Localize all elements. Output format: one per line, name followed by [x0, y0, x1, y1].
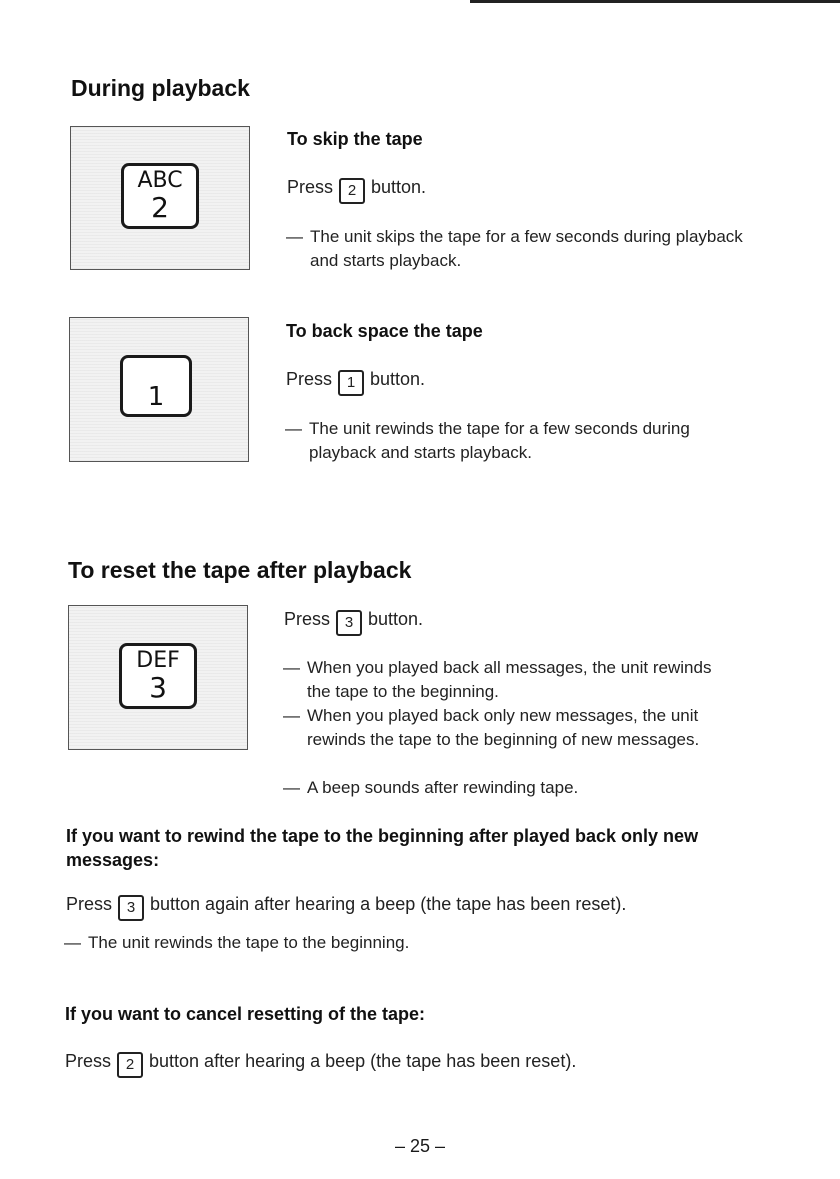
dash: — — [283, 658, 300, 677]
rewind-instruction — [66, 892, 626, 921]
key-digit: 2 — [151, 191, 169, 224]
key-illustration-backspace — [69, 317, 249, 462]
key-illustration-skip — [70, 126, 250, 270]
top-rule — [470, 0, 840, 3]
key-1-icon: 1 — [338, 370, 364, 396]
reset-instruction — [284, 607, 423, 636]
backspace-instruction — [286, 367, 425, 396]
dash: — — [283, 706, 300, 725]
button-label: button. — [370, 369, 426, 389]
dash: — — [286, 227, 303, 246]
reset-note-3 — [283, 776, 733, 800]
key-illustration-reset — [68, 605, 248, 750]
press-label: Press — [65, 1051, 112, 1071]
press-label: Press — [287, 177, 334, 197]
dash: — — [283, 778, 300, 797]
key-digit: 3 — [149, 671, 167, 704]
abc-2-key-icon — [121, 163, 199, 229]
backspace-note-text: The unit rewinds the tape for a few seconds during playback and starts playback. — [309, 419, 690, 462]
section-title-reset: To reset the tape after playback — [68, 557, 412, 583]
press-label: Press — [286, 369, 333, 389]
button-label: button after hearing a beep (the tape has been reset). — [149, 1051, 577, 1071]
reset-note-text: A beep sounds after rewinding tape. — [307, 778, 579, 797]
rewind-note-text: The unit rewinds the tape to the beginning. — [88, 933, 410, 952]
key-letters: ABC — [137, 168, 183, 193]
reset-note-1 — [283, 656, 733, 704]
page-number: – 25 – — [394, 1136, 446, 1156]
cancel-heading: If you want to cancel resetting of the tape: — [65, 1004, 426, 1024]
backspace-note — [285, 417, 705, 465]
dash: — — [285, 419, 302, 438]
button-label: button again after hearing a beep (the tape has been reset). — [150, 894, 627, 914]
reset-note-2 — [283, 704, 733, 752]
cancel-instruction — [65, 1049, 576, 1078]
backspace-heading: To back space the tape — [286, 321, 483, 341]
key-digit: 1 — [147, 382, 165, 412]
key-2-icon: 2 — [117, 1052, 143, 1078]
rewind-heading: If you want to rewind the tape to the beginning after played back only new messages: — [66, 826, 699, 870]
key-letters: DEF — [136, 648, 180, 673]
skip-note — [286, 225, 746, 273]
reset-note-text: When you played back all messages, the unit rewinds the tape to the beginning. — [307, 658, 712, 701]
def-3-key-icon — [119, 643, 197, 709]
key-1-large-icon — [120, 355, 192, 417]
press-label: Press — [284, 609, 331, 629]
skip-heading: To skip the tape — [287, 129, 423, 149]
skip-instruction — [287, 175, 426, 204]
key-3-icon: 3 — [118, 895, 144, 921]
key-2-icon: 2 — [339, 178, 365, 204]
dash: — — [64, 933, 81, 952]
button-label: button. — [368, 609, 424, 629]
button-label: button. — [371, 177, 427, 197]
reset-note-text: When you played back only new messages, the unit rewinds the tape to the beginning of new messages. — [307, 706, 700, 749]
press-label: Press — [66, 894, 113, 914]
key-3-icon: 3 — [336, 610, 362, 636]
section-title-during-playback: During playback — [71, 75, 250, 101]
skip-note-text: The unit skips the tape for a few seconds during playback and starts playback. — [310, 227, 743, 270]
rewind-note — [64, 931, 664, 955]
